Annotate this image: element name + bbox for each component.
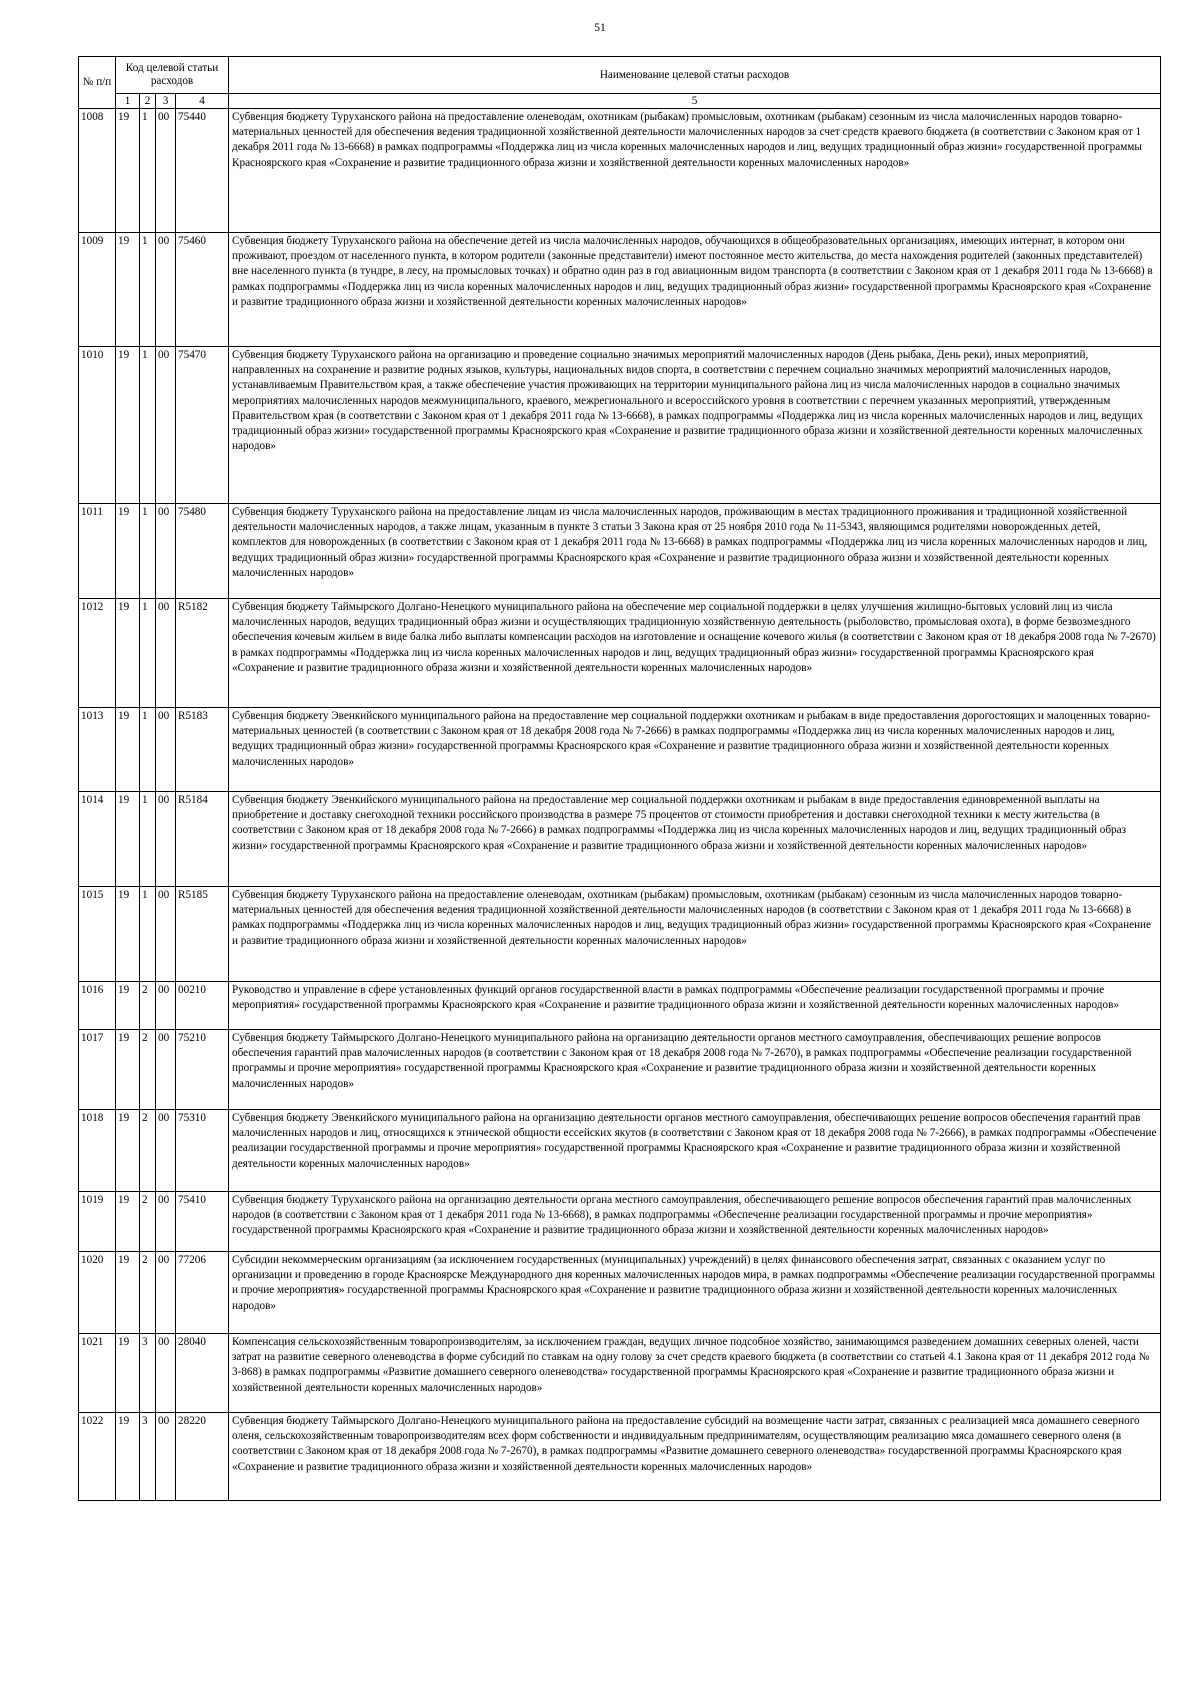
code-part-1: 19: [116, 599, 140, 708]
code-part-2: 1: [140, 109, 156, 233]
code-part-3: 00: [156, 887, 176, 982]
code-part-4: R5184: [176, 792, 229, 887]
code-part-1: 19: [116, 708, 140, 792]
code-part-1: 19: [116, 1192, 140, 1252]
table-row: [79, 1334, 1161, 1413]
code-part-1: 19: [116, 233, 140, 347]
code-part-2: 1: [140, 347, 156, 504]
code-part-1: 19: [116, 1413, 140, 1501]
row-number: 1011: [79, 504, 116, 599]
expense-item-name: Руководство и управление в сфере установленных функций органов государственной власти в рамках подпрограммы «Обеспечение реализации государственной программы и прочие мероприятия» государственной программы Красноярского края «Сохранение и развитие традиционного образа жизни и хозяйственной деятельности коренных малочисленных народов»: [229, 982, 1161, 1030]
code-part-4: 75310: [176, 1110, 229, 1192]
code-part-4: R5182: [176, 599, 229, 708]
col-number-4: 4: [176, 94, 229, 109]
code-part-3: 00: [156, 1413, 176, 1501]
code-part-4: 75460: [176, 233, 229, 347]
code-part-2: 2: [140, 1252, 156, 1334]
expense-item-name: Субвенция бюджету Таймырского Долгано-Ненецкого муниципального района на организацию деятельности органов местного самоуправления, обеспечивающих решение вопросов обеспечения гарантий прав малочисленных народов (в соответствии с Законом края от 18 декабря 2008 года № 7-2670), в рамках подпрограммы «Обеспечение реализации государственной программы и прочие мероприятия» государственной программы Красноярского края «Сохранение и развитие традиционного образа жизни и хозяйственной деятельности коренных малочисленных народов»: [229, 1030, 1161, 1110]
table-row: [79, 708, 1161, 792]
code-part-4: 00210: [176, 982, 229, 1030]
code-part-4: 75440: [176, 109, 229, 233]
table-row: [79, 1252, 1161, 1334]
col-number-2: 2: [140, 94, 156, 109]
code-part-4: 75470: [176, 347, 229, 504]
row-number: 1014: [79, 792, 116, 887]
expense-item-name: Субвенция бюджету Туруханского района на организацию и проведение социально значимых мероприятий малочисленных народов (День рыбака, День реки), иных мероприятий, направленных на сохранение и развитие родных языков, культуры, национальных видов спорта, в соответствии с перечнем социально значимых мероприятий малочисленных народов, устанавливаемым Правительством края, а также обеспечение участия проживающих на территории муниципального района лиц из числа малочисленных народов в социально значимых мероприятиях малочисленных народов межмуниципального, краевого, межрегионального и всероссийского уровня в соответствии с перечнем указанных мероприятий, утвержденным Правительством края (в соответствии с Законом края от 1 декабря 2011 года № 13-6668), в рамках подпрограммы «Поддержка лиц из числа коренных малочисленных народов и лиц, ведущих традиционный образ жизни» государственной программы Красноярского края «Сохранение и развитие традиционного образа жизни и хозяйственной деятельности коренных малочисленных народов»: [229, 347, 1161, 504]
table-body: [79, 109, 1161, 1501]
code-part-2: 2: [140, 1110, 156, 1192]
code-part-1: 19: [116, 887, 140, 982]
table-row: [79, 982, 1161, 1030]
code-part-4: 75410: [176, 1192, 229, 1252]
code-part-2: 1: [140, 708, 156, 792]
expense-item-name: Субвенция бюджету Туруханского района на предоставление оленеводам, охотникам (рыбакам) промысловым, охотникам (рыбакам) сезонным из числа малочисленных народов товарно-материальных ценностей для обеспечения ведения традиционной хозяйственной деятельности малочисленных народов (в соответствии с Законом края от 1 декабря 2011 года № 13-6668) в рамках подпрограммы «Поддержка лиц из числа коренных малочисленных народов и лиц, ведущих традиционный образ жизни» государственной программы Красноярского края «Сохранение и развитие традиционного образа жизни и хозяйственной деятельности коренных малочисленных народов»: [229, 887, 1161, 982]
code-part-3: 00: [156, 347, 176, 504]
row-number: 1012: [79, 599, 116, 708]
code-part-1: 19: [116, 1334, 140, 1413]
row-number: 1016: [79, 982, 116, 1030]
code-part-3: 00: [156, 109, 176, 233]
code-part-2: 1: [140, 887, 156, 982]
row-number: 1010: [79, 347, 116, 504]
table-row: [79, 599, 1161, 708]
row-number: 1017: [79, 1030, 116, 1110]
code-part-4: 75480: [176, 504, 229, 599]
header-number: № п/п: [79, 57, 116, 109]
code-part-1: 19: [116, 347, 140, 504]
table-row: [79, 233, 1161, 347]
row-number: 1018: [79, 1110, 116, 1192]
expense-item-name: Субвенция бюджету Таймырского Долгано-Ненецкого муниципального района на обеспечение мер социальной поддержки в целях улучшения жилищно-бытовых условий лиц из числа малочисленных народов, ведущих традиционный образ жизни и осуществляющих традиционную хозяйственную деятельность (рыболовство, промысловая охота), в форме безвозмездного обеспечения кочевым жильем в виде балка либо выплаты компенсации расходов на изготовление и оснащение кочевого жилья (в соответствии с Законом края от 18 декабря 2008 года № 7-2670) в рамках подпрограммы «Поддержка лиц из числа коренных малочисленных народов и лиц, ведущих традиционный образ жизни» государственной программы Красноярского края «Сохранение и развитие традиционного образа жизни и хозяйственной деятельности коренных малочисленных народов»: [229, 599, 1161, 708]
expense-item-name: Субсидии некоммерческим организациям (за исключением государственных (муниципальных) учреждений) в целях финансового обеспечения затрат, связанных с оказанием услуг по организации и проведению в городе Красноярске Международного дня коренных малочисленных народов мира, в рамках подпрограммы «Обеспечение реализации государственной программы и прочие мероприятия» государственной программы Красноярского края «Сохранение и развитие традиционного образа жизни и хозяйственной деятельности коренных малочисленных народов»: [229, 1252, 1161, 1334]
table-row: [79, 504, 1161, 599]
code-part-4: R5185: [176, 887, 229, 982]
code-part-3: 00: [156, 233, 176, 347]
header-name: Наименование целевой статьи расходов: [229, 57, 1161, 94]
code-part-3: 00: [156, 1334, 176, 1413]
expense-item-name: Субвенция бюджету Туруханского района на обеспечение детей из числа малочисленных народов, обучающихся в общеобразовательных организациях, имеющих интернат, в котором они проживают, проездом от населенного пункта, в котором родители (законные представители) имеют постоянное место жительства, до места нахождения родителей (законных представителей) вне населенного пункта (в тундре, в лесу, на промысловых точках) и обратно один раз в год авиационным видом транспорта (в соответствии с Законом края от 1 декабря 2011 года № 13-6668) в рамках подпрограммы «Поддержка лиц из числа коренных малочисленных народов и лиц, ведущих традиционный образ жизни» государственной программы Красноярского края «Сохранение и развитие традиционного образа жизни и хозяйственной деятельности коренных малочисленных народов»: [229, 233, 1161, 347]
table-row: [79, 1030, 1161, 1110]
table-row: [79, 347, 1161, 504]
col-number-5: 5: [229, 94, 1161, 109]
expense-item-name: Субвенция бюджету Эвенкийского муниципального района на организацию деятельности органов местного самоуправления, обеспечивающих решение вопросов обеспечения гарантий прав малочисленных народов и лиц, относящихся к этнической общности ессейских якутов (в соответствии с Законом края от 18 декабря 2008 года № 7-2666), в рамках подпрограммы «Обеспечение реализации государственной программы и прочие мероприятия» государственной программы Красноярского края «Сохранение и развитие традиционного образа жизни и хозяйственной деятельности коренных малочисленных народов»: [229, 1110, 1161, 1192]
row-number: 1022: [79, 1413, 116, 1501]
code-part-4: 75210: [176, 1030, 229, 1110]
expense-item-name: Субвенция бюджету Эвенкийского муниципального района на предоставление мер социальной поддержки охотникам и рыбакам в виде предоставления дорогостоящих и малоценных товарно-материальных ценностей (в соответствии с Законом края от 18 декабря 2008 года № 7-2666) в рамках подпрограммы «Поддержка лиц из числа коренных малочисленных народов и лиц, ведущих традиционный образ жизни» государственной программы Красноярского края «Сохранение и развитие традиционного образа жизни и хозяйственной деятельности коренных малочисленных народов»: [229, 708, 1161, 792]
code-part-2: 2: [140, 1192, 156, 1252]
code-part-2: 2: [140, 1030, 156, 1110]
code-part-1: 19: [116, 504, 140, 599]
code-part-1: 19: [116, 1252, 140, 1334]
row-number: 1019: [79, 1192, 116, 1252]
code-part-2: 1: [140, 504, 156, 599]
code-part-1: 19: [116, 792, 140, 887]
table-row: [79, 1110, 1161, 1192]
code-part-1: 19: [116, 1030, 140, 1110]
row-number: 1020: [79, 1252, 116, 1334]
row-number: 1021: [79, 1334, 116, 1413]
code-part-3: 00: [156, 1030, 176, 1110]
row-number: 1009: [79, 233, 116, 347]
code-part-2: 3: [140, 1334, 156, 1413]
code-part-4: R5183: [176, 708, 229, 792]
code-part-3: 00: [156, 1192, 176, 1252]
code-part-3: 00: [156, 708, 176, 792]
code-part-2: 1: [140, 599, 156, 708]
table-row: [79, 109, 1161, 233]
code-part-2: 1: [140, 233, 156, 347]
code-part-3: 00: [156, 599, 176, 708]
table-row: [79, 1192, 1161, 1252]
expense-item-name: Субвенция бюджету Эвенкийского муниципального района на предоставление мер социальной поддержки охотникам и рыбакам в виде предоставления единовременной выплаты на приобретение и доставку снегоходной техники российского производства в размере 75 процентов от стоимости приобретения и доставки снегоходной техники к месту жительства (в соответствии с Законом края от 18 декабря 2008 года № 7-2666) в рамках подпрограммы «Поддержка лиц из числа коренных малочисленных народов и лиц, ведущих традиционный образ жизни» государственной программы Красноярского края «Сохранение и развитие традиционного образа жизни и хозяйственной деятельности коренных малочисленных народов»: [229, 792, 1161, 887]
expense-item-name: Субвенция бюджету Туруханского района на предоставление лицам из числа малочисленных народов, проживающим в местах традиционного проживания и традиционной хозяйственной деятельности малочисленных народов, а также лицам, указанным в пункте 3 статьи 3 Закона края от 25 ноября 2010 года № 11-5343, являющимся родителями новорожденных детей, комплектов для новорожденных (в соответствии с Законом края от 1 декабря 2011 года № 13-6668) в рамках подпрограммы «Поддержка лиц из числа коренных малочисленных народов и лиц, ведущих традиционный образ жизни» государственной программы Красноярского края «Сохранение и развитие традиционного образа жизни и хозяйственной деятельности коренных малочисленных народов»: [229, 504, 1161, 599]
code-part-4: 28220: [176, 1413, 229, 1501]
page-number: 51: [594, 22, 606, 34]
col-number-1: 1: [116, 94, 140, 109]
row-number: 1015: [79, 887, 116, 982]
code-part-4: 77206: [176, 1252, 229, 1334]
code-part-3: 00: [156, 982, 176, 1030]
code-part-3: 00: [156, 1110, 176, 1192]
expense-item-name: Субвенция бюджету Туруханского района на организацию деятельности органа местного самоуправления, обеспечивающего решение вопросов обеспечения гарантий прав малочисленных народов (в соответствии с Законом края от 1 декабря 2011 года № 13-6668), в рамках подпрограммы «Обеспечение реализации государственной программы и прочие мероприятия» государственной программы Красноярского края «Сохранение и развитие традиционного образа жизни и хозяйственной деятельности коренных малочисленных народов»: [229, 1192, 1161, 1252]
code-part-4: 28040: [176, 1334, 229, 1413]
expense-item-name: Субвенция бюджету Туруханского района на предоставление оленеводам, охотникам (рыбакам) промысловым, охотникам (рыбакам) сезонным из числа малочисленных народов товарно-материальных ценностей для обеспечения ведения традиционной хозяйственной деятельности малочисленных народов за счет средств краевого бюджета (в соответствии с Законом края от 1 декабря 2011 года № 13-6668) в рамках подпрограммы «Поддержка лиц из числа коренных малочисленных народов и лиц, ведущих традиционный образ жизни» государственной программы Красноярского края «Сохранение и развитие традиционного образа жизни и хозяйственной деятельности коренных малочисленных народов»: [229, 109, 1161, 233]
code-part-3: 00: [156, 504, 176, 599]
table-row: [79, 792, 1161, 887]
row-number: 1008: [79, 109, 116, 233]
code-part-2: 3: [140, 1413, 156, 1501]
code-part-3: 00: [156, 792, 176, 887]
expense-item-name: Субвенция бюджету Таймырского Долгано-Ненецкого муниципального района на предоставление субсидий на возмещение части затрат, связанных с реализацией мяса домашнего северного оленя, сельскохозяйственным товаропроизводителям всех форм собственности и индивидуальным предпринимателям, осуществляющим реализацию мяса домашнего северного оленя (в соответствии с Законом края от 18 декабря 2008 года № 7-2670), в рамках подпрограммы «Развитие домашнего северного оленеводства» государственной программы Красноярского края «Сохранение и развитие традиционного образа жизни и хозяйственной деятельности коренных малочисленных народов»: [229, 1413, 1161, 1501]
budget-table: [78, 56, 1161, 1501]
code-part-1: 19: [116, 1110, 140, 1192]
expense-item-name: Компенсация сельскохозяйственным товаропроизводителям, за исключением граждан, ведущих личное подсобное хозяйство, занимающимся разведением домашних северных оленей, части затрат на развитие северного оленеводства в форме субсидий по ставкам на одну голову за счет средств краевого бюджета (в соответствии со статьей 4.1 Закона края от 11 декабря 2012 года № 3-868) в рамках подпрограммы «Развитие домашнего северного оленеводства» государственной программы Красноярского края «Сохранение и развитие традиционного образа жизни и хозяйственной деятельности коренных малочисленных народов»: [229, 1334, 1161, 1413]
table-row: [79, 887, 1161, 982]
code-part-2: 1: [140, 792, 156, 887]
col-number-3: 3: [156, 94, 176, 109]
table-row: [79, 1413, 1161, 1501]
code-part-3: 00: [156, 1252, 176, 1334]
row-number: 1013: [79, 708, 116, 792]
code-part-1: 19: [116, 982, 140, 1030]
code-part-1: 19: [116, 109, 140, 233]
code-part-2: 2: [140, 982, 156, 1030]
header-code-group: Код целевой статьи расходов: [116, 57, 229, 94]
